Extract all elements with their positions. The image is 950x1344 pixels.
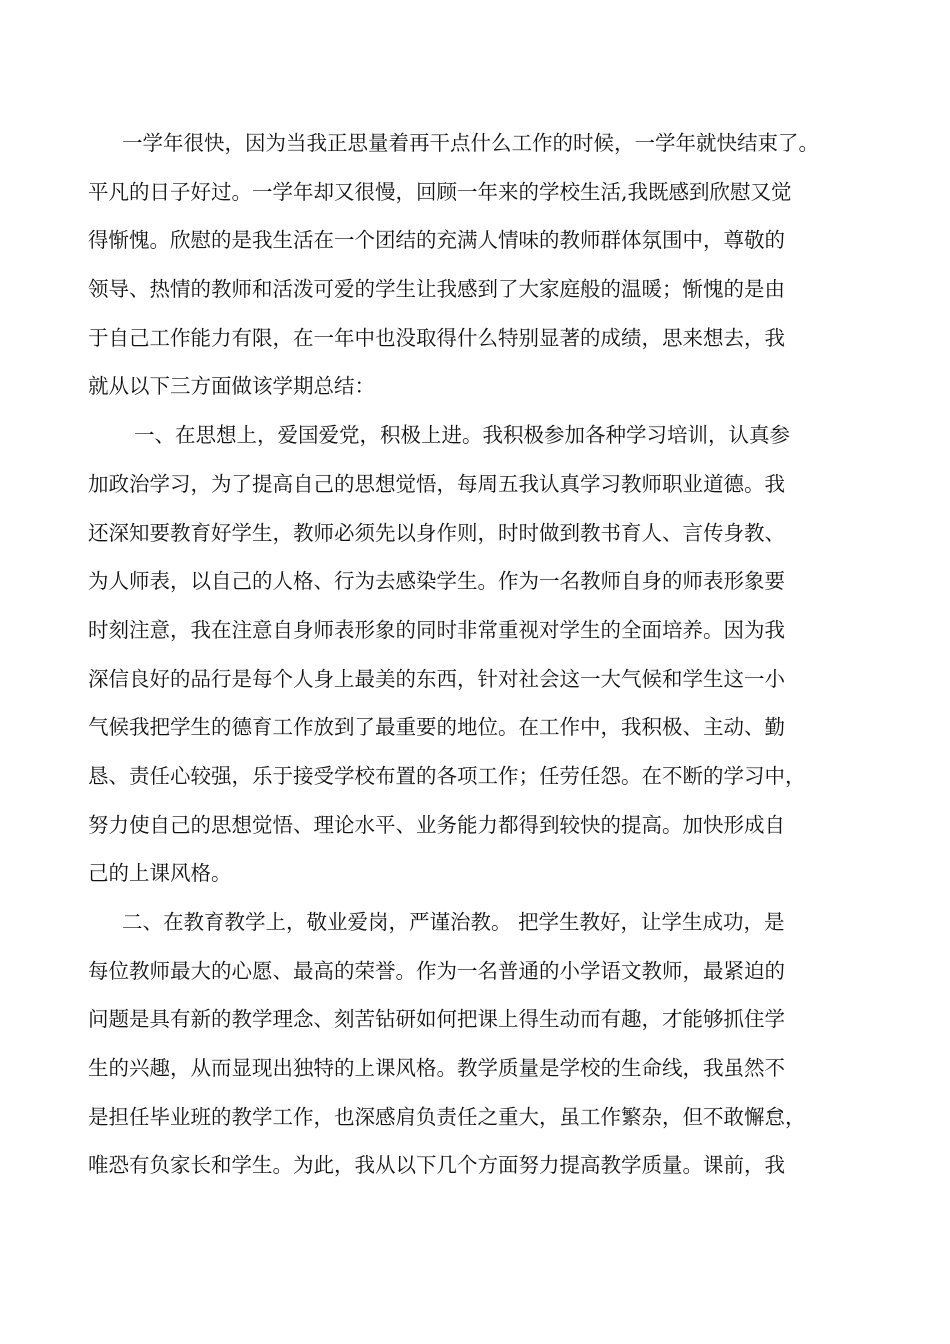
text-line: 为人师表，以自己的人格、行为去感染学生。作为一名教师自身的师表形象要 xyxy=(88,569,785,594)
document-body xyxy=(88,119,888,1190)
text-line: 气候我把学生的德育工作放到了最重要的地位。在工作中，我积极、主动、勤 xyxy=(88,715,785,740)
text-line: 深信良好的品行是每个人身上最美的东西，针对社会这一大气候和学生这一小 xyxy=(88,666,785,691)
text-line: 每位教师最大的心愿、最高的荣誉。作为一名普通的小学语文教师，最紧迫的 xyxy=(88,958,785,983)
text-line: 一学年很快，因为当我正思量着再干点什么工作的时候，一学年就快结束了。 xyxy=(122,131,819,155)
text-line: 生的兴趣，从而显现出独特的上课风格。教学质量是学校的生命线，我虽然不 xyxy=(88,1056,785,1081)
text-line: 恳、责任心较强，乐于接受学校布置的各项工作；任劳任怨。在不断的学习中， xyxy=(88,763,806,788)
text-line: 时刻注意，我在注意自身师表形象的同时非常重视对学生的全面培养。因为我 xyxy=(88,617,785,642)
text-line: 是担任毕业班的教学工作，也深感肩负责任之重大，虽工作繁杂，但不敢懈怠， xyxy=(88,1104,806,1129)
text-line: 问题是具有新的教学理念、刻苦钻研如何把课上得生动而有趣，才能够抓住学 xyxy=(88,1007,785,1032)
text-line: 唯恐有负家长和学生。为此，我从以下几个方面努力提高教学质量。课前，我 xyxy=(88,1153,785,1178)
text-line: 还深知要教育好学生，教师必须先以身作则，时时做到教书育人、言传身教、 xyxy=(88,520,785,545)
text-line: 努力使自己的思想觉悟、理论水平、业务能力都得到较快的提高。加快形成自 xyxy=(88,812,785,837)
text-line: 己的上课风格。 xyxy=(88,861,232,886)
section-heading-line: 二、在教育教学上，敬业爱岗，严谨治教。 把学生教好，让学生成功，是 xyxy=(122,910,785,934)
text-line: 领导、热情的教师和活泼可爱的学生让我感到了大家庭般的温暖；惭愧的是由 xyxy=(88,277,785,302)
text-line: 加政治学习，为了提高自己的思想觉悟，每周五我认真学习教师职业道德。我 xyxy=(88,471,785,496)
text-line: 就从以下三方面做该学期总结： xyxy=(88,374,375,399)
text-line: 于自己工作能力有限，在一年中也没取得什么特别显著的成绩，思来想去，我 xyxy=(88,325,785,350)
text-line: 得惭愧。欣慰的是我生活在一个团结的充满人情味的教师群体氛围中，尊敬的 xyxy=(88,228,785,253)
text-line: 平凡的日子好过。一学年却又很慢，回顾一年来的学校生活,我既感到欣慰又觉 xyxy=(88,179,792,204)
section-heading-line: 一、在思想上，爱国爱党，积极上进。我积极参加各种学习培训，认真参 xyxy=(134,423,790,448)
